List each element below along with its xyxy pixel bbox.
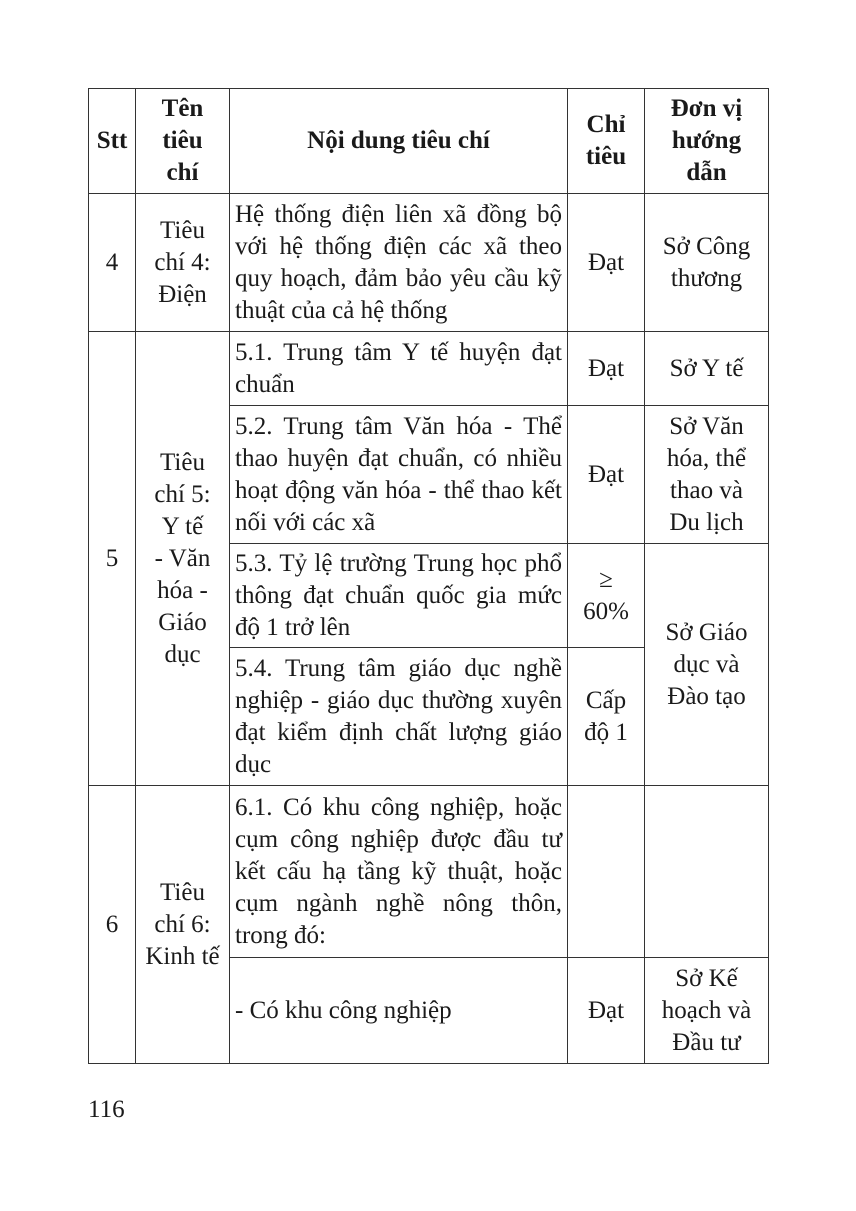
row5-1-don-vi: Sở Y tế — [645, 332, 769, 406]
row5-3-noi-dung: 5.3. Tỷ lệ trường Trung học phổ thông đạt chuẩn quốc gia mức độ 1 trở lên — [230, 544, 568, 648]
row5-4-noi-dung: 5.4. Trung tâm giáo dục nghề nghiệp - giáo dục thường xuyên đạt kiểm định chất lượng giáo dục — [230, 648, 568, 786]
row5-3-4-don-vi: Sở Giáo dục và Đào tạo — [645, 544, 769, 786]
row5-stt: 5 — [89, 332, 136, 786]
row5-1-chi-tieu: Đạt — [568, 332, 645, 406]
row5-2-chi-tieu: Đạt — [568, 406, 645, 544]
header-noi-dung: Nội dung tiêu chí — [230, 89, 568, 194]
row4-don-vi: Sở Công thương — [645, 194, 769, 332]
row5-2-don-vi: Sở Văn hóa, thể thao và Du lịch — [645, 406, 769, 544]
row4-noi-dung: Hệ thống điện liên xã đồng bộ với hệ thống điện các xã theo quy hoạch, đảm bảo yêu cầu kỹ thuật của cả hệ thống — [230, 194, 568, 332]
row4-stt: 4 — [89, 194, 136, 332]
header-stt: Stt — [89, 89, 136, 194]
header-row — [89, 89, 769, 194]
table-row — [89, 786, 769, 958]
row6-ten: Tiêu chí 6: Kinh tế — [136, 786, 230, 1064]
row5-ten: Tiêu chí 5: Y tế - Văn hóa - Giáo dục — [136, 332, 230, 786]
header-ten-tieu-chi: Tên tiêu chí — [136, 89, 230, 194]
row6-1-chi-tieu — [568, 786, 645, 958]
row5-1-noi-dung: 5.1. Trung tâm Y tế huyện đạt chuẩn — [230, 332, 568, 406]
row6-2-don-vi: Sở Kế hoạch và Đầu tư — [645, 958, 769, 1064]
row5-2-noi-dung: 5.2. Trung tâm Văn hóa - Thể thao huyện đạt chuẩn, có nhiều hoạt động văn hóa - thể thao kết nối với các xã — [230, 406, 568, 544]
row6-1-don-vi — [645, 786, 769, 958]
row6-2-chi-tieu: Đạt — [568, 958, 645, 1064]
row4-chi-tieu: Đạt — [568, 194, 645, 332]
table-row — [89, 194, 769, 332]
header-don-vi: Đơn vị hướng dẫn — [645, 89, 769, 194]
row6-stt: 6 — [89, 786, 136, 1064]
row6-1-noi-dung: 6.1. Có khu công nghiệp, hoặc cụm công nghiệp được đầu tư kết cấu hạ tầng kỹ thuật, hoặc cụm ngành nghề nông thôn, trong đó: — [230, 786, 568, 958]
criteria-table — [88, 88, 769, 1064]
row5-4-chi-tieu: Cấp độ 1 — [568, 648, 645, 786]
table-row — [89, 332, 769, 406]
header-chi-tieu: Chỉ tiêu — [568, 89, 645, 194]
row6-2-noi-dung: - Có khu công nghiệp — [230, 958, 568, 1064]
row5-3-chi-tieu: ≥ 60% — [568, 544, 645, 648]
row4-ten: Tiêu chí 4: Điện — [136, 194, 230, 332]
page-number: 116 — [88, 1096, 125, 1123]
